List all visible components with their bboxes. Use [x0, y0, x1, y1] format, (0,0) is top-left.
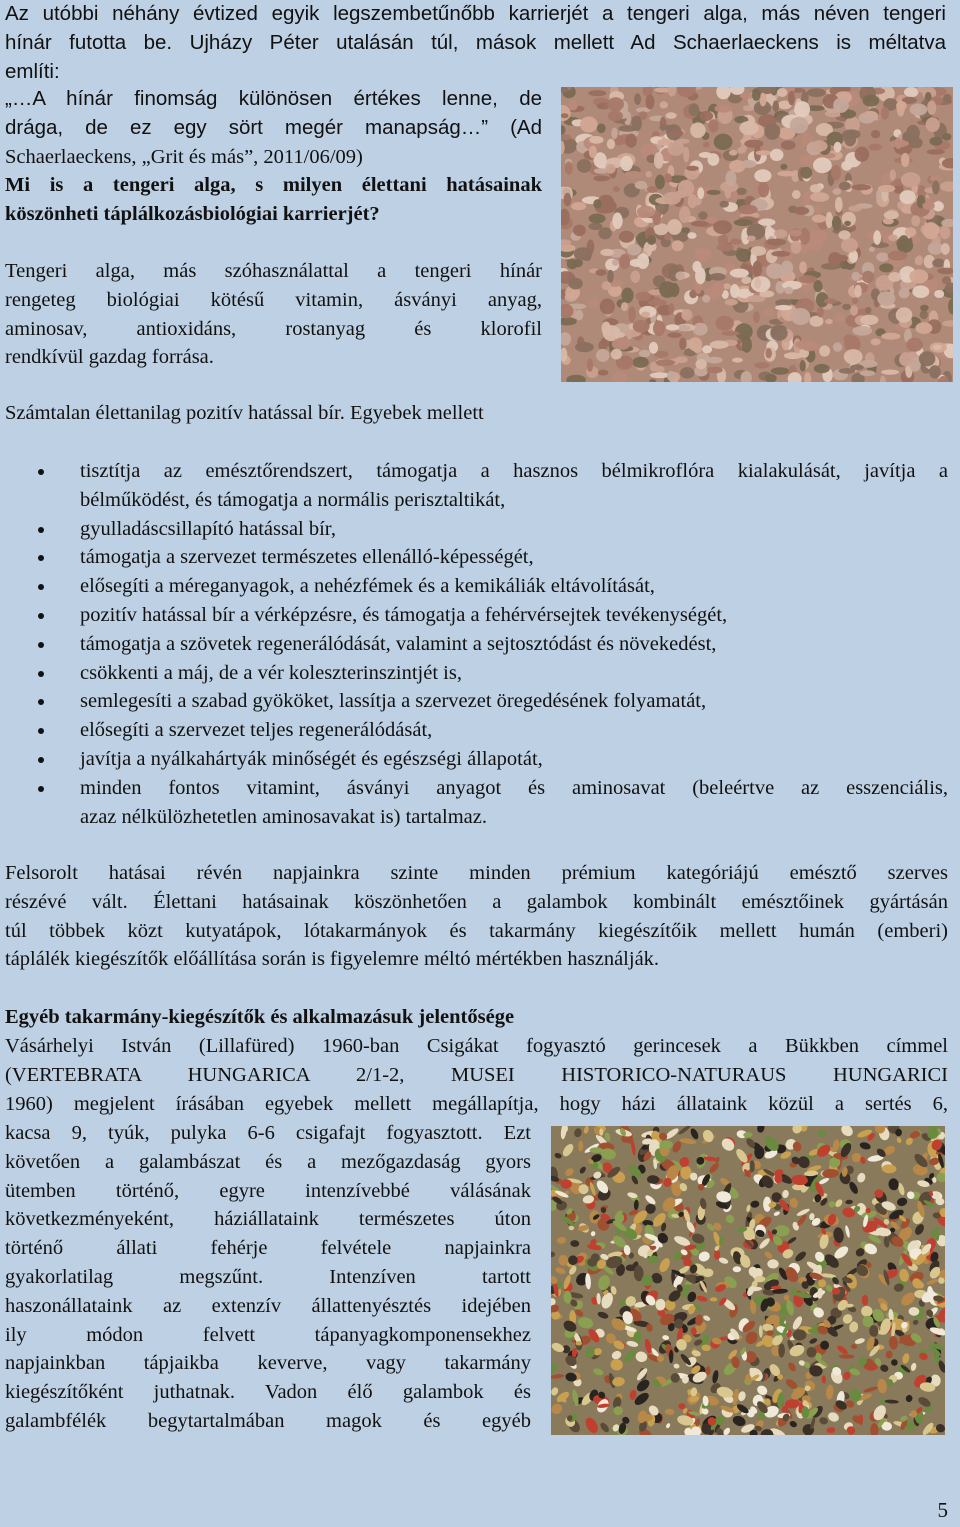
algae-line-4: rendkívül gazdag forrása.: [5, 346, 214, 369]
quote-line-2: drága, de ez egy sört megér manapság…” (Ad: [5, 115, 542, 139]
section-paragraph-full: [5, 1032, 948, 1118]
bullet-icon: [38, 728, 44, 734]
summary-line-4: táplálék kiegészítők előállítása során is figyelemre méltó mértékben használják.: [5, 948, 660, 971]
effect-text: [80, 572, 948, 601]
bullet-icon: [38, 584, 44, 590]
summary-line-2: részévé vált. Élettani hatásainak köszönhetően a galambok kombinált emésztőinek gyártásán: [5, 890, 948, 913]
effect-text: [80, 687, 948, 716]
summary-line-3: túl többek közt kutyatápok, lótakarmányok és takarmány kiegészítőik mellett humán (emberi): [5, 919, 948, 942]
effect-text: [80, 457, 948, 515]
section-line-1: Vásárhelyi István (Lillafüred) 1960-ban Csigákat fogyasztó gerincesek a Bükkben címmel: [5, 1035, 948, 1057]
section-narrow-line: kiegészítőként juthatnak. Vadon élő galambok és: [5, 1381, 531, 1404]
bullet-icon: [38, 671, 44, 677]
effect-line-1: támogatja a szervezet természetes ellenálló-képességét,: [80, 546, 534, 569]
bullet-icon: [38, 699, 44, 705]
algae-paragraph: [5, 257, 542, 372]
question-line-1: Mi is a tengeri alga, s milyen élettani hatásainak: [5, 174, 542, 196]
section-heading: Egyéb takarmány-kiegészítők és alkalmazásuk jelentősége: [5, 1006, 515, 1028]
bullet-icon: [38, 613, 44, 619]
grit-photo: [561, 87, 953, 382]
section-narrow-line: ily módon felvett tápanyagkomponensekhez: [5, 1323, 531, 1346]
section-narrow-line: következményeként, háziállataink természetes úton: [5, 1208, 531, 1231]
effect-text: [80, 515, 948, 544]
section-narrow-line: haszonállataink az extenzív állattenyésztés idejében: [5, 1294, 531, 1317]
section-paragraph-narrow: [5, 1119, 531, 1436]
effect-line-1: elősegíti a szervezet teljes regenerálódását,: [80, 719, 433, 742]
bullet-icon: [38, 757, 44, 763]
effect-text: [80, 601, 948, 630]
section-narrow-line: kacsa 9, tyúk, pulyka 6-6 csigafajt fogyasztott. Ezt: [5, 1122, 531, 1144]
effect-line-1: pozitív hatással bír a vérképzésre, és támogatja a fehérvérsejtek tevékenységét,: [80, 604, 728, 626]
quote-line-1: „…A hínár finomság különösen értékes lenne, de: [5, 87, 542, 110]
seed-mix-image: [551, 1126, 945, 1435]
intro-paragraph: [5, 0, 946, 86]
effect-text: [80, 543, 948, 572]
effect-line-1: gyulladáscsillapító hatással bír,: [80, 517, 336, 540]
bullet-icon: [38, 555, 44, 561]
summary-paragraph: [5, 859, 948, 974]
effect-line-1: semlegesíti a szabad gyököket, lassítja a szervezet öregedésének folyamatát,: [80, 690, 707, 713]
intro-line-3: említi:: [5, 59, 60, 83]
bullet-icon: [38, 642, 44, 648]
effect-text: [80, 659, 948, 688]
bullet-icon: [38, 469, 44, 475]
quote-block: [5, 85, 542, 143]
section-narrow-line: galambfélék begytartalmában magok és egyéb: [5, 1409, 531, 1432]
effects-intro: Számtalan élettanilag pozitív hatással bír. Egyebek mellett: [5, 402, 484, 424]
effect-line-1: tisztítja az emésztőrendszert, támogatja a hasznos bélmikroflóra kialakulását, javítja a: [80, 460, 948, 482]
section-line-3: 1960) megjelent írásában egyebek mellett megállapítja, hogy házi állataink közül a sertés 6,: [5, 1092, 948, 1115]
page-number: 5: [937, 1498, 948, 1522]
algae-line-3: aminosav, antioxidáns, rostanyag és klorofil: [5, 317, 542, 340]
effect-line-1: elősegíti a méreganyagok, a nehézfémek és a kemikáliák eltávolítását,: [80, 575, 655, 598]
effect-text: [80, 745, 948, 774]
algae-line-1: Tengeri alga, más szóhasználattal a tengeri hínár: [5, 260, 542, 282]
effect-line-2: bélműködést, és támogatja a normális perisztaltikát,: [80, 488, 506, 511]
section-narrow-line: követően a galambászat és a mezőgazdaság gyors: [5, 1150, 531, 1173]
grit-image: [561, 87, 953, 382]
question-heading: [5, 171, 542, 229]
effect-line-1: csökkenti a máj, de a vér koleszterinszintjét is,: [80, 661, 462, 684]
quote-citation: [5, 143, 542, 172]
seed-mix-photo: [551, 1126, 945, 1435]
effect-line-1: javítja a nyálkahártyák minőségét és egészségi állapotát,: [80, 748, 543, 770]
summary-line-1: Felsorolt hatásai révén napjainkra szinte minden prémium kategóriájú emésztő szerves: [5, 862, 948, 884]
section-narrow-line: napjainkban tápjaikba keverve, vagy takarmány: [5, 1352, 531, 1375]
effect-line-1: minden fontos vitamint, ásványi anyagot és aminosavat (beleértve az esszenciális,: [80, 776, 948, 799]
effect-line-2: azaz nélkülözhetetlen aminosavakat is) tartalmaz.: [80, 805, 487, 828]
effect-text: [80, 630, 948, 659]
effect-line-1: támogatja a szövetek regenerálódását, valamint a sejtosztódást és növekedést,: [80, 632, 717, 655]
section-narrow-line: ütemben történő, egyre intenzívebbé válásának: [5, 1179, 531, 1202]
question-line-2: köszönheti táplálkozásbiológiai karrierjét?: [5, 202, 380, 225]
section-line-2: (VERTEBRATA HUNGARICA 2/1-2, MUSEI HISTORICO-NATURAUS HUNGARICI: [5, 1063, 948, 1086]
bullet-icon: [38, 527, 44, 533]
intro-line-2: hínár futotta be. Ujházy Péter utalásán túl, mások mellett Ad Schaerlaeckens is méltatva: [5, 30, 946, 54]
algae-line-2: rengeteg biológiai kötésű vitamin, ásványi anyag,: [5, 288, 542, 311]
effect-text: [80, 774, 948, 832]
section-narrow-line: történő állati fehérje felvétele napjainkra: [5, 1237, 531, 1260]
intro-line-1: Az utóbbi néhány évtized egyik legszembetűnőbb karrierjét a tengeri alga, más néven tengeri: [5, 2, 946, 25]
quote-line-3: Schaerlaeckens, „Grit és más”, 2011/06/09): [5, 146, 363, 168]
effect-text: [80, 716, 948, 745]
bullet-icon: [38, 786, 44, 792]
section-narrow-line: gyakorlatilag megszűnt. Intenzíven tartott: [5, 1265, 531, 1288]
